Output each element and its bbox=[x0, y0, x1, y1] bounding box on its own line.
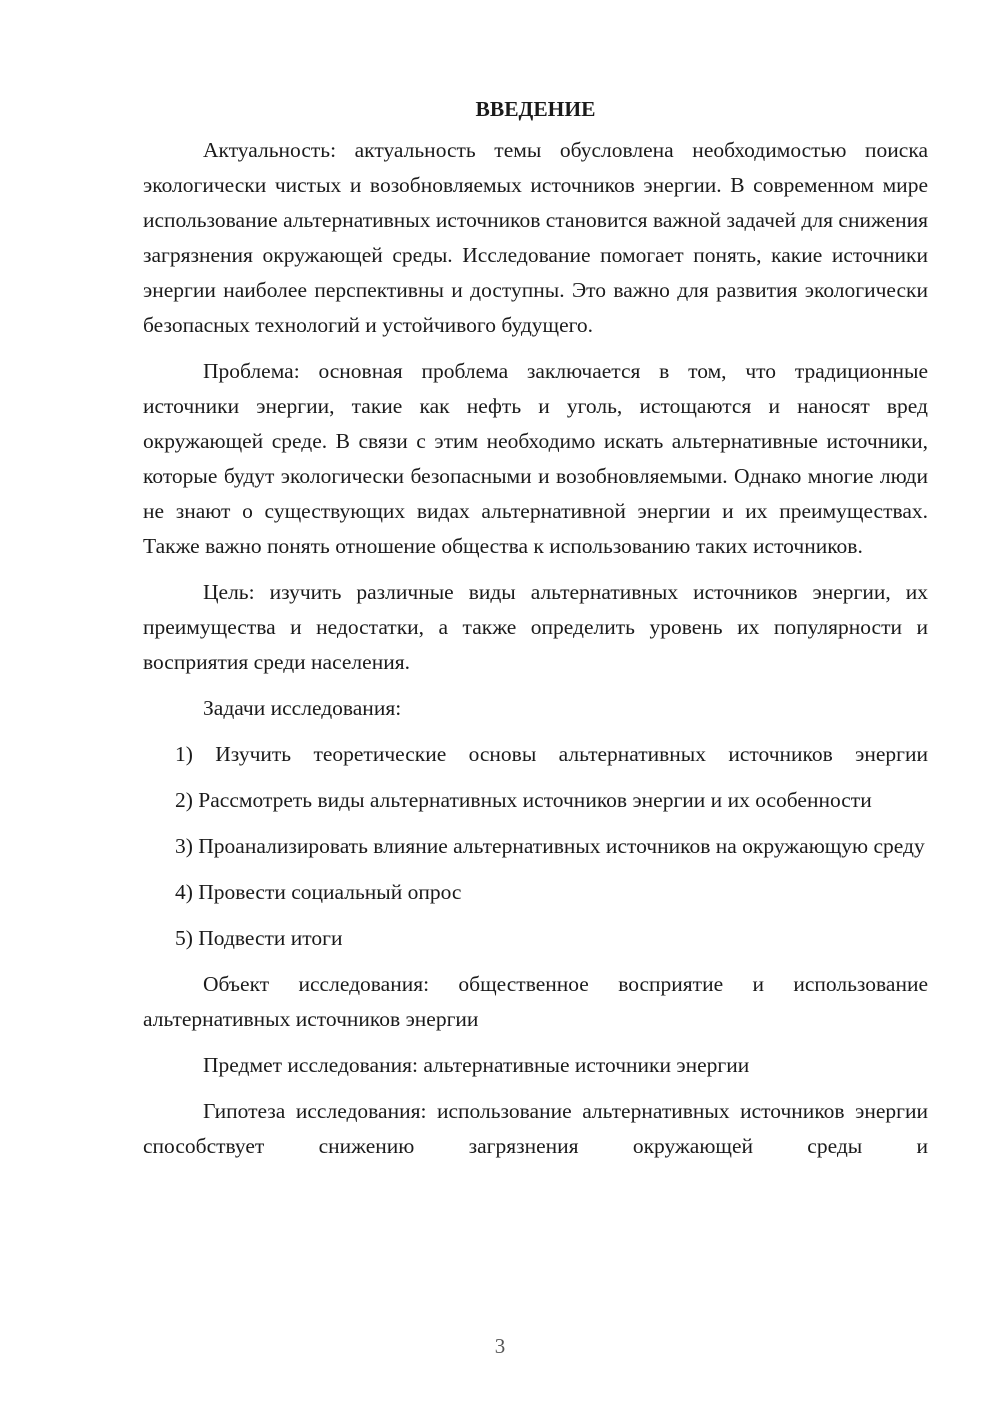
paragraph-subject: Предмет исследования: альтернативные источники энергии bbox=[203, 1053, 750, 1077]
task-item-5: 5) Подвести итоги bbox=[175, 926, 343, 950]
page-number: 3 bbox=[494, 1334, 506, 1358]
tasks-title: Задачи исследования: bbox=[203, 696, 402, 720]
task-item-1: 1) Изучить теоретические основы альтернативных источников энергии bbox=[175, 742, 928, 766]
document-page bbox=[143, 92, 928, 1175]
task-item-3: 3) Проанализировать влияние альтернативных источников на окружающую среду bbox=[175, 834, 925, 858]
paragraph-relevance: Актуальность: актуальность темы обусловлена необходимостью поиска экологически чистых и возобновляемых источников энергии. В современном мире использование альтернативных источников становится важной задачей для снижения загрязнения окружающей среды. Исследование помогает понять, какие источники энергии наиболее перспективны и доступны. Это важно для развития экологически безопасных технологий и устойчивого будущего. bbox=[143, 138, 928, 337]
paragraph-goal: Цель: изучить различные виды альтернативных источников энергии, их преимущества и недостатки, а также определить уровень их популярности и восприятия среди населения. bbox=[143, 580, 928, 674]
paragraph-problem: Проблема: основная проблема заключается в том, что традиционные источники энергии, такие как нефть и уголь, истощаются и наносят вред окружающей среде. В связи с этим необходимо искать альтернативные источники, которые будут экологически безопасными и возобновляемыми. Однако многие люди не знают о существующих видах альтернативной энергии и их преимуществах. Также важно понять отношение общества к использованию таких источников. bbox=[143, 359, 928, 558]
task-item-2: 2) Рассмотреть виды альтернативных источников энергии и их особенности bbox=[175, 788, 872, 812]
section-heading: ВВЕДЕНИЕ bbox=[475, 97, 596, 121]
paragraph-hypothesis: Гипотеза исследования: использование альтернативных источников энергии способствует снижению загрязнения окружающей среды и bbox=[143, 1099, 928, 1158]
task-item-4: 4) Провести социальный опрос bbox=[175, 880, 462, 904]
paragraph-object: Объект исследования: общественное восприятие и использование альтернативных источников энергии bbox=[143, 972, 928, 1031]
